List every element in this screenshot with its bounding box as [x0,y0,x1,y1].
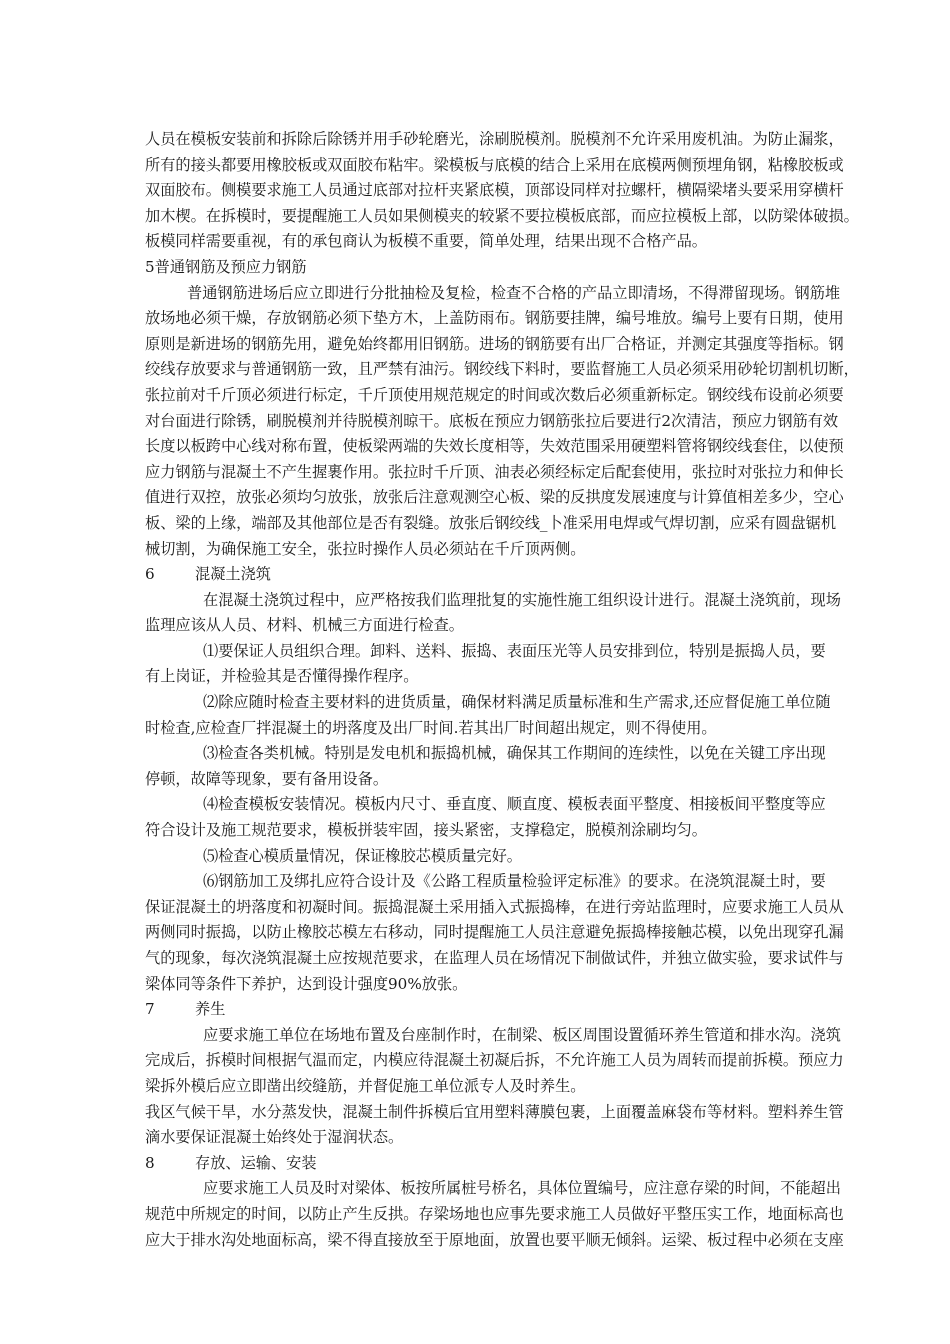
section-title: 养生 [195,1000,226,1019]
text-line: 绞线存放要求与普通钢筋一致，且严禁有油污。钢绞线下料时，要监督施工人员必须采用砂轮切割机切断， [145,360,859,379]
text-line: 停顿，故障等现象，要有备用设备。 [145,769,388,788]
text-line: 应力钢筋与混凝土不产生握裹作用。张拉时千斤顶、油表必须经标定后配套使用，张拉时对张拉力和伸长 [145,462,844,481]
text-line: 长度以板跨中心线对称布置，使板梁两端的失效长度相等，失效范围采用硬塑料管将钢绞线套住，以使预 [145,437,844,456]
section-heading: 5普通钢筋及预应力钢筋 [145,257,307,276]
text-line: 所有的接头都要用橡胶板或双面胶布粘牢。梁模板与底模的结合上采用在底模两侧预埋角钢，粘橡胶板或 [145,155,844,174]
section-number: 7 [145,1000,155,1019]
text-line: 我区气候干旱，水分蒸发快，混凝土制件拆模后宜用塑料薄膜包裹，上面覆盖麻袋布等材料。塑料养生管 [145,1102,844,1121]
text-line: 板模同样需要重视，有的承包商认为板模不重要，简单处理，结果出现不合格产品。 [145,232,707,251]
text-line: 时检查,应检查厂拌混凝土的坍落度及出厂时间.若其出厂时间超出规定，则不得使用。 [145,718,717,737]
text-line: 保证混凝土的坍落度和初凝时间。振捣混凝土采用插入式振捣棒，在进行旁站监理时，应要求施工人员从 [145,897,844,916]
text-line: 符合设计及施工规范要求，模板拼装牢固，接头紧密，支撑稳定，脱模剂涂刷均匀。 [145,821,707,840]
section-heading [145,1151,825,1177]
text-line: 加木楔。在拆模时，要提醒施工人员如果侧模夹的较紧不要拉模板底部，而应拉模板上部，以防梁体破损。 [145,206,859,225]
text-line: 板、梁的上缘，端部及其他部位是否有裂缝。放张后钢绞线_卜准采用电焊或气焊切割，应采有圆盘锯机 [145,513,837,532]
text-line: 监理应该从人员、材料、机械三方面进行检查。 [145,616,464,635]
list-item-line: ⑹钢筋加工及绑扎应符合设计及《公路工程质量检验评定标准》的要求。在浇筑混凝土时，要 [203,872,826,891]
text-line: 应大于排水沟处地面标高，梁不得直接放至于原地面，放置也要平顺无倾斜。运梁、板过程中必须在支座 [145,1230,844,1249]
text-line: 对台面进行除锈，刷脱模剂并待脱模剂晾干。底板在预应力钢筋张拉后要进行2次清洁，预应力钢筋有效 [145,411,839,430]
text-line: 人员在模板安装前和拆除后除锈并用手砂轮磨光，涂刷脱模剂。脱模剂不允许采用废机油。为防止漏浆， [145,130,844,148]
text-line: 张拉前对千斤顶必须进行标定，千斤顶使用规范规定的时间或次数后必须重新标定。钢绞线布设前必须要 [145,385,844,404]
document-body [145,127,859,1253]
text-line: 梁体同等条件下养护，达到设计强度90%放张。 [145,974,468,993]
text-line: 值进行双控，放张必须均匀放张，放张后注意观测空心板、梁的反拱度发展速度与计算值相差多少，空心 [145,488,844,507]
text-line: 双面胶布。侧模要求施工人员通过底部对拉杆夹紧底模，顶部设同样对拉螺杆，横隔梁堵头要采用穿横杆 [145,181,844,200]
section-heading [145,997,825,1023]
text-line: 梁拆外模后应立即凿出绞缝筋，并督促施工单位派专人及时养生。 [145,1076,586,1095]
section-heading [145,562,825,588]
text-line: 滴水要保证混凝土始终处于湿润状态。 [145,1128,404,1147]
list-item-line: ⑴要保证人员组织合理。卸料、送料、振捣、表面压光等人员安排到位，特别是振捣人员，要 [203,641,826,660]
text-line: 应要求施工单位在场地布置及台座制作时，在制梁、板区周围设置循环养生管道和排水沟。浇筑 [203,1025,841,1044]
section-title: 混凝土浇筑 [195,565,271,584]
text-line: 有上岗证，并检验其是否懂得操作程序。 [145,667,419,686]
text-line: 应要求施工人员及时对梁体、板按所属桩号桥名，具体位置编号，应注意存梁的时间，不能超出 [203,1179,841,1198]
text-line: 普通钢筋进场后应立即进行分批抽检及复检，检查不合格的产品立即清场，不得滞留现场。钢筋堆 [187,283,841,302]
text-line: 规范中所规定的时间，以防止产生反拱。存梁场地也应事先要求施工人员做好平整压实工作，地面标高也 [145,1204,844,1223]
text-line: 完成后，拆模时间根据气温而定，内模应待混凝土初凝后拆，不允许施工人员为周转而提前拆模。预应力 [145,1051,844,1070]
list-item-line: ⑷检查模板安装情况。模板内尺寸、垂直度、顺直度、模板表面平整度、相接板间平整度等应 [203,795,826,814]
text-line: 在混凝土浇筑过程中，应严格按我们监理批复的实施性施工组织设计进行。混凝土浇筑前，现场 [203,590,841,609]
list-item-line: ⑸检查心模质量情况，保证橡胶芯模质量完好。 [203,846,522,865]
text-line: 气的现象，每次浇筑混凝土应按规范要求，在监理人员在场情况下制做试件，并独立做实验，要求试件与 [145,949,844,967]
text-line: 械切割，为确保施工安全，张拉时操作人员必须站在千斤顶两侧。 [145,539,586,558]
list-item-line: ⑶检查各类机械。特别是发电机和振捣机械，确保其工作期间的连续性，以免在关键工序出现 [203,744,826,763]
text-line: 原则是新进场的钢筋先用，避免始终都用旧钢筋。进场的钢筋要有出厂合格证，并测定其强度等指标。钢 [145,334,844,353]
section-number: 6 [145,565,155,584]
section-number: 8 [145,1153,155,1172]
section-title: 存放、运输、安装 [195,1153,317,1172]
text-line: 放场地必须干燥，存放钢筋必须下垫方木，上盖防雨布。钢筋要挂牌，编号堆放。编号上要有日期，使用 [145,309,844,328]
list-item-line: ⑵除应随时检查主要材料的进货质量，确保材料满足质量标准和生产需求,还应督促施工单位随 [203,693,831,712]
text-line: 两侧同时振捣，以防止橡胶芯模左右移动，同时提醒施工人员注意避免振捣棒接触芯模，以免出现穿孔漏 [145,923,844,942]
